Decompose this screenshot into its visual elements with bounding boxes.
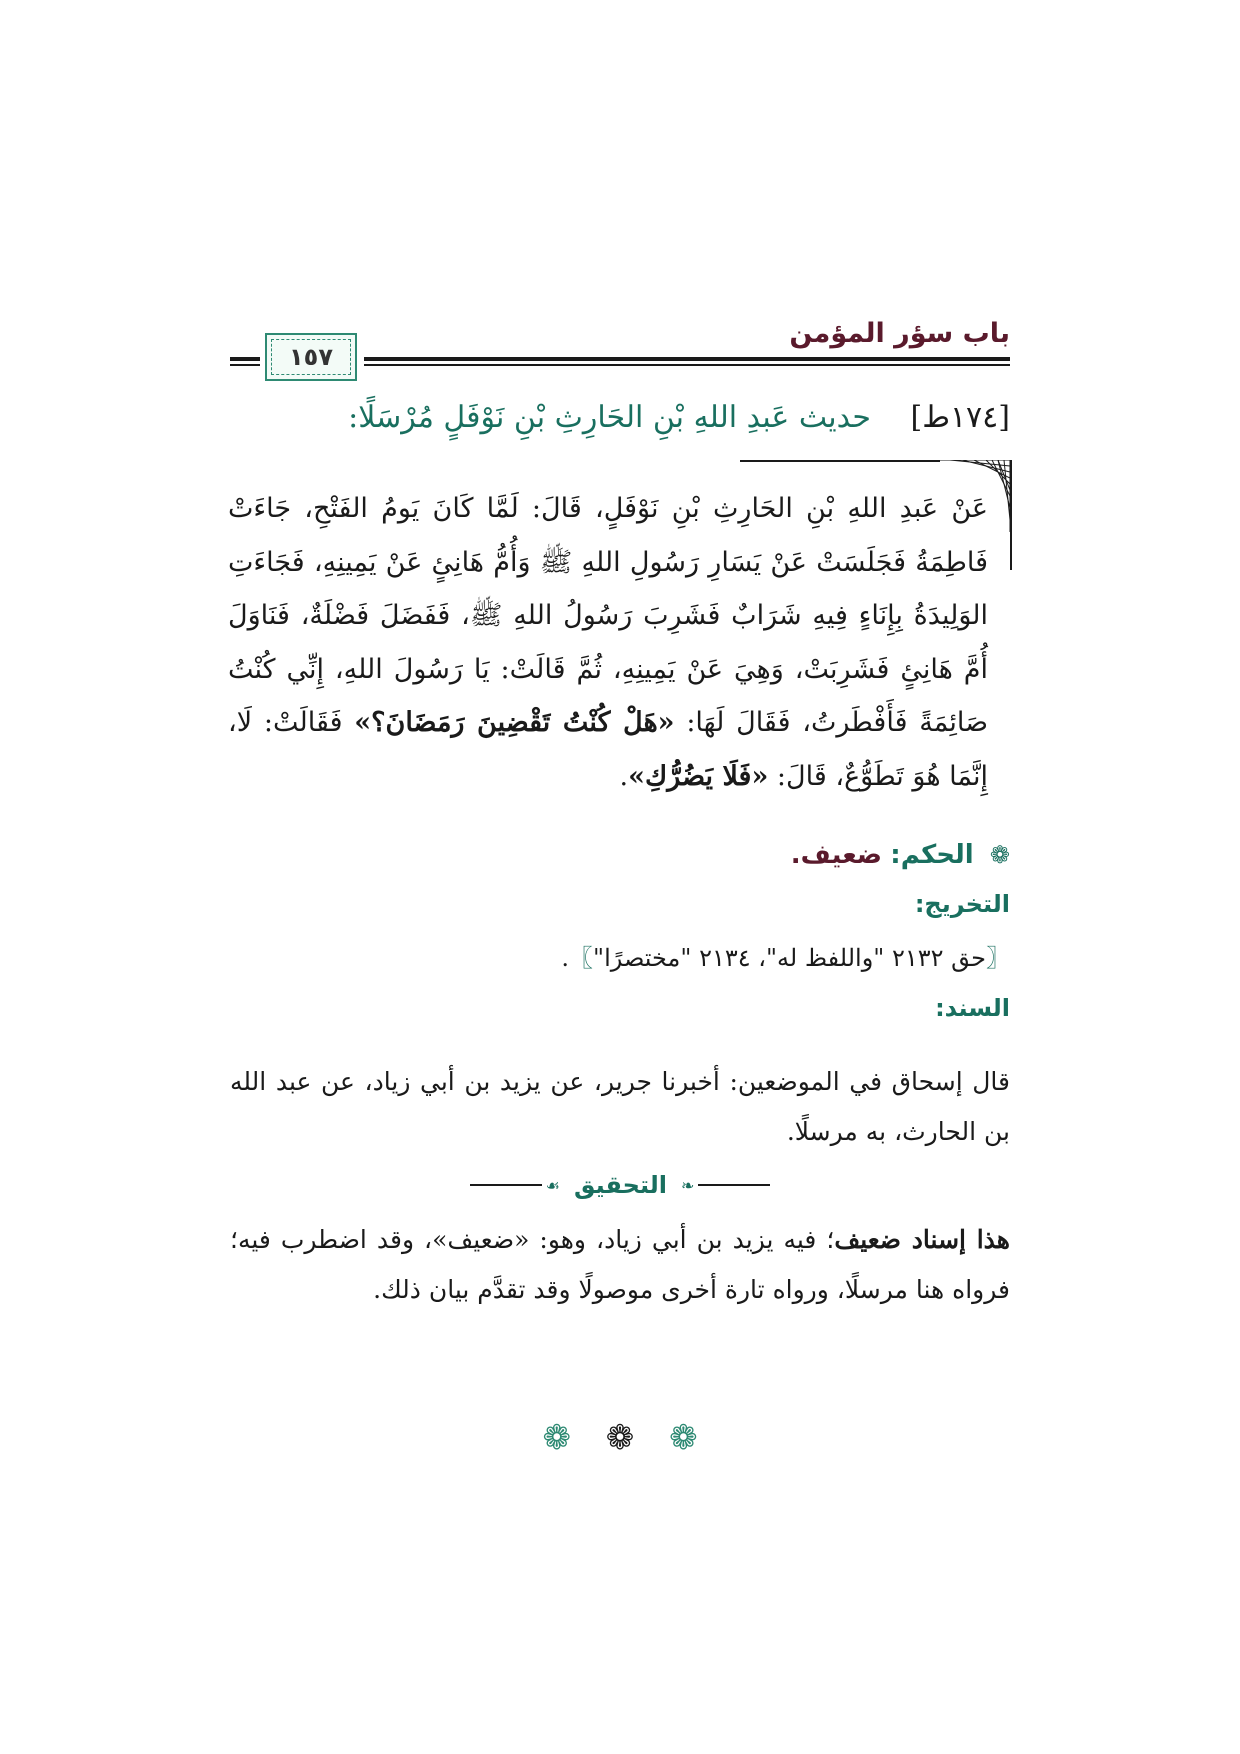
divider-line-left bbox=[470, 1184, 542, 1186]
page-number: ١٥٧ bbox=[289, 343, 333, 371]
takhrij-label: التخريج: bbox=[914, 890, 1010, 918]
hadith-matn bbox=[228, 482, 988, 803]
header-rule-thin bbox=[364, 364, 1010, 366]
matn-quote-1: «هَلْ كُنْتُ تَقْضِينَ رَمَضَانَ؟» bbox=[354, 707, 675, 738]
tahqiq-bold-lead: هذا إسناد ضعيف bbox=[834, 1225, 1010, 1254]
header-rule-left bbox=[230, 357, 260, 361]
open-bracket: 〖 bbox=[986, 944, 1010, 972]
divider-line-right bbox=[698, 1184, 770, 1186]
matn-text-part1: عَنْ عَبدِ اللهِ بْنِ الحَارِثِ بْنِ نَوْفَلٍ، قَالَ: لَمَّا كَانَ يَومُ الفَتْحِ، جَاءَتْ فَاطِمَةُ فَجَلَسَتْ عَنْ يَسَارِ رَسُولِ اللهِ ﷺ وَأُمُّ هَانِئٍ عَنْ يَمِينِهِ، فَجَاءَتِ الوَلِيدَةُ بِإِنَاءٍ فِيهِ شَرَابٌ فَشَرِبَ رَسُولُ اللهِ ﷺ، فَفَضَلَ فَضْلَةٌ، فَنَاوَلَ أُمَّ هَانِئٍ فَشَرِبَتْ، وَهِيَ عَنْ يَمِينِهِ، ثُمَّ قَالَتْ: يَا رَسُولَ اللهِ، إِنِّي كُنْتُ صَائِمَةً فَأَفْطَرتُ، فَقَالَ لَهَا: bbox=[228, 493, 988, 738]
takhrij-text bbox=[561, 938, 1010, 973]
tahqiq-body: ؛ فيه يزيد بن أبي زياد، وهو: «ضعيف»، وقد اضطرب فيه؛ فرواه هنا مرسلًا، ورواه تارة أخرى موصولًا وقد تقدَّم بيان ذلك. bbox=[230, 1225, 1010, 1304]
flower-icon: ❁ bbox=[669, 1418, 698, 1458]
flower-icon: ❁ bbox=[989, 841, 1010, 869]
ruling-line bbox=[791, 840, 1010, 870]
sanad-text: قال إسحاق في الموضعين: أخبرنا جرير، عن يزيد بن أبي زياد، عن عبد الله بن الحارث، به مرسلًا. bbox=[230, 1067, 1010, 1146]
tahqiq-label: التحقيق bbox=[573, 1171, 667, 1199]
matn-side-rule bbox=[1010, 460, 1012, 570]
end-ornaments bbox=[0, 1418, 1240, 1458]
header-rule-left-thin bbox=[230, 364, 260, 366]
matn-quote-2: «فَلَا يَضُرُّكِ» bbox=[628, 760, 769, 792]
ornament-icon: ❧ bbox=[680, 1175, 695, 1195]
matn-text-part2: فَقَالَتْ: لَا، إِنَّمَا هُوَ تَطَوُّعٌ، قَالَ: bbox=[228, 707, 988, 792]
page-number-badge bbox=[265, 333, 357, 381]
takhrij-end: . bbox=[561, 944, 570, 972]
ruling-value: ضعيف. bbox=[790, 840, 883, 870]
matn-end: . bbox=[619, 760, 629, 792]
close-bracket: 〗 bbox=[569, 944, 594, 972]
tahqiq-divider bbox=[470, 1170, 770, 1200]
hadith-number: [١٧٤ط] bbox=[910, 400, 1010, 435]
ornament-icon: ☙ bbox=[545, 1175, 560, 1195]
header-rule bbox=[364, 357, 1010, 361]
sanad-label: السند: bbox=[935, 994, 1010, 1022]
hadith-title: حديث عَبدِ اللهِ بْنِ الحَارِثِ بْنِ نَوْفَلٍ مُرْسَلًا: bbox=[348, 400, 871, 435]
matn-top-rule bbox=[740, 460, 940, 462]
flower-icon: ❁ bbox=[605, 1418, 635, 1458]
chapter-title: باب سؤر المؤمن bbox=[789, 318, 1010, 349]
flower-icon: ❁ bbox=[542, 1418, 571, 1458]
takhrij-refs: حق ٢١٣٢ "واللفظ له"، ٢١٣٤ "مختصرًا" bbox=[593, 944, 986, 972]
hadith-heading bbox=[230, 400, 1010, 435]
ruling-label: الحكم: bbox=[890, 840, 974, 870]
tahqiq-text bbox=[230, 1215, 1010, 1315]
